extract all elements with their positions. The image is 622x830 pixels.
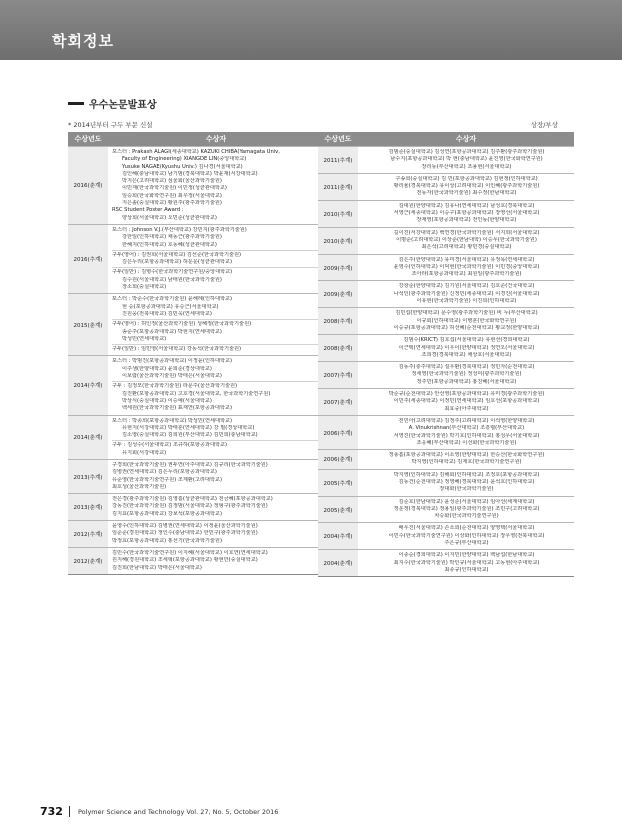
recipient-line: 임승희(한국화학연구원) 최우정(서울대학교) xyxy=(122,192,222,199)
award-year: 2016(춘계) xyxy=(68,147,108,224)
recipient-line: 구두 : 김정모(한국과학기술원) 라문주(울산과학기술원) xyxy=(112,383,238,390)
award-recipients xyxy=(358,450,574,469)
table-row xyxy=(68,520,324,547)
recipient-line: 현 승(포항공과대학교) 유승근(서울대학교) xyxy=(122,303,219,310)
award-recipients xyxy=(358,416,574,449)
recipient-group xyxy=(112,358,321,380)
recipient-line: 김진희(한남대학교) 박태은(서울대학교) xyxy=(112,564,202,571)
award-recipients xyxy=(358,470,574,496)
recipient-line: 양상희(서울대학교) 오민준(성균관대학교) xyxy=(122,214,217,221)
recipient-group xyxy=(112,440,321,457)
recipient-group xyxy=(112,227,321,249)
table-row xyxy=(318,415,574,449)
recipient-line: 길이진(서강대학교) 백연경(한국과학기술원) 서지희(서울대학교) xyxy=(393,229,540,236)
note-right-text: 상장/부상 xyxy=(530,121,558,129)
award-year: 2008(추계) xyxy=(318,308,358,334)
recipient-line: 전민아(고려대학교) 김정주(고려대학교) 이석영(한양대학교) xyxy=(398,417,535,424)
recipient-line: 조응혜(부산대학교) 이선화(한국과학기술원) xyxy=(416,439,517,446)
recipient-line: 진원웅(전북대학교) 김민욱(연세대학교) xyxy=(122,310,212,317)
header-year: 수상년도 xyxy=(74,135,102,143)
table-row xyxy=(68,146,324,224)
recipient-line: 이보람(울산과학기술원) 박태은(서울대학교) xyxy=(122,373,222,380)
table-row xyxy=(318,388,574,415)
award-year: 2014(춘계) xyxy=(68,416,108,459)
recipient-line: 최호성(울산과학기술원) xyxy=(112,483,167,490)
recipient-line: 박준규(순천대학교) 안선영(포항공과대학교) 유미경(광주과학기술원) xyxy=(388,391,545,398)
table-row xyxy=(318,449,574,469)
award-recipients xyxy=(358,523,574,549)
recipient-line: 이민주(세종대학교) 이정민(연세대학교) 임호선(포항공과대학교) xyxy=(393,398,540,405)
award-year: 2012(추계) xyxy=(68,521,108,547)
table-row xyxy=(68,224,324,293)
recipient-line: 김은누리(포항공과대학교) 허운운(성균관대학교) xyxy=(122,259,232,266)
recipient-line: 최종규(인하대학교) xyxy=(444,566,489,573)
table-row xyxy=(318,334,574,361)
award-year: 2006(춘계) xyxy=(318,450,358,469)
award-year: 2011(춘계) xyxy=(318,174,358,200)
header-name: 수상자 xyxy=(455,135,477,143)
recipient-line: 박지영(인하대학교) 김해회(인하대학교) 조정호(포항공과대학교) xyxy=(393,471,540,478)
recipient-line: 전동자(한국과학기술원) 최수정(한남대학교) xyxy=(416,190,517,197)
recipient-line: 지은솔(숭실대학교) 황원주(광주과학기술원) xyxy=(122,200,222,207)
award-year: 2004(춘계) xyxy=(318,550,358,576)
award-recipients xyxy=(108,460,324,493)
note-text: * 2014년부터 구두 부문 신설 xyxy=(68,121,153,129)
recipient-line: 배우진(서울대학교) 손소희(순천대학교) 양영택(서울대학교) xyxy=(398,525,535,532)
header-year: 수상년도 xyxy=(324,135,352,143)
award-year: 2015(춘계) xyxy=(68,294,108,355)
award-year: 2009(춘계) xyxy=(318,281,358,307)
recipient-group xyxy=(112,250,321,267)
award-recipients xyxy=(358,308,574,334)
recipient-line: 남수지(포항공과대학교) 박 현(충남대학교) 윤진영(한국화학연구원) xyxy=(390,156,543,163)
recipient-line: 최효중(아주대학교) xyxy=(444,405,489,412)
recipient-line: 포스터 : Prakash ALAGI(세종대학교) KAZUKI CHIBA(Yamagata Univ, xyxy=(112,149,280,155)
table-row xyxy=(318,496,574,523)
table-row xyxy=(318,469,574,496)
recipient-line: A. Vinukrishnan(부산대학교) 조흥렬(부산대학교) xyxy=(408,425,525,432)
recipient-line: 김인혜(충남대학교) 남기범(경북대학교) 박윤재(서강대학교) xyxy=(122,170,258,177)
award-year: 2006(추계) xyxy=(318,416,358,449)
award-recipients xyxy=(358,362,574,388)
recipient-line: 김대원(한양대학교) 김유나(연세대학교) 남성호(경북대학교) xyxy=(398,202,535,209)
page-number: 732 xyxy=(40,805,63,818)
recipient-group xyxy=(112,462,321,491)
recipient-line: 조희경(경북대학교) 채상호(서울대학교) xyxy=(421,351,512,358)
award-recipients xyxy=(108,494,324,520)
recipient-line: 이종순(경희대학교) 이지민(한양대학교) 백남섭(한남대학교) xyxy=(398,552,535,559)
table-row xyxy=(318,254,574,281)
recipient-line: 유준영(한국과학기술연구원) 조계환(고려대학교) xyxy=(112,476,222,483)
award-recipients xyxy=(108,225,324,293)
recipient-line: 장소희(숭실대학교) xyxy=(122,284,167,291)
recipient-line: 포스터 : Johnson V.J.(부산대학교) 강민지(광주과학기술원) xyxy=(112,226,247,233)
award-year: 2010(춘계) xyxy=(318,228,358,254)
recipient-line: 백세원(한국과학기술원) 표재연(포항공과대학교) xyxy=(122,405,232,412)
recipient-line: 포스터 : 박준수(한국과학기술원) 윤해례(인하대학교) xyxy=(112,296,233,303)
recipient-line: 김민섭(한양대학교) 문수영(광주과학기술원) 비 누(부산대학교) xyxy=(395,310,538,317)
award-year: 2009(추계) xyxy=(318,255,358,281)
table-row xyxy=(318,307,574,334)
award-recipients xyxy=(108,147,324,224)
recipient-line: 강창준(한양대학교) 김기원(서울대학교) 김호준(건국대학교) xyxy=(398,283,535,290)
table-row xyxy=(318,549,574,576)
recipient-line: 강동진(한국과학기술원) 김정범(서울대학교) 정형구(광주과학기술원) xyxy=(112,503,268,510)
recipient-group xyxy=(112,149,321,222)
award-year: 2014(추계) xyxy=(68,356,108,414)
recipient-line: 구경희(한국과학기술원) 권두연(아주대학교) 김규리(한국과학기술원) xyxy=(112,461,268,468)
award-recipients xyxy=(108,521,324,547)
recipient-line: 황리율(경북대학교) 유이상(고려대학교) 이인혜(광주과학기술원) xyxy=(393,183,540,190)
award-year: 2011(추계) xyxy=(318,147,358,173)
recipient-line: 김동건(순천대학교) 정영혜(경북대학교) 윤석호(인하대학교) xyxy=(398,478,535,485)
recipient-line: 장리동(부산대학교) 조용현(서울대학교) xyxy=(421,163,512,170)
recipient-line: Faculty of Engineering) XIANGDE LIN(중앙대학교) xyxy=(122,156,247,163)
recipient-line: 차승화(한국과학기술연구원) xyxy=(434,513,499,520)
recipient-line: 최은석(고려대학교) 황민경(숭실대학교) xyxy=(421,244,512,251)
table-row xyxy=(318,361,574,388)
recipient-line: 구두(일반) : 임민영(서울대학교) 강동석(한국과학기술원) xyxy=(112,346,242,353)
recipient-line: 구송희(숭실대학교) 김 민(포항공과대학교) 김현정(인하대학교) xyxy=(395,175,538,182)
award-year: 2004(추계) xyxy=(318,523,358,549)
table-row xyxy=(318,146,574,173)
recipient-line: 정세영(한국과학기술원) 정성미(광주과학기술원) xyxy=(411,371,522,378)
award-table-left xyxy=(68,132,324,575)
award-recipients xyxy=(108,294,324,355)
recipient-line: 유현지(서강대학교) 박태훈(연세대학교) 강 필(경상대학교) xyxy=(122,424,255,431)
recipient-line: 구두(영어) : 허인정(울산과학기술원) 성혜정(한국과학기술원) xyxy=(112,321,252,328)
recipient-line: 이유현(한국과학기술원) 이진희(인하대학교) xyxy=(416,298,517,305)
award-year: 2007(춘계) xyxy=(318,389,358,415)
recipient-line: 전은경(광주과학기술원) 김영흠(성균관대학교) 전금혜(포항공과대학교) xyxy=(112,496,273,503)
recipient-line: 서영근(세종대학교) 이승구(포항공과대학교) 장영선(서울대학교) xyxy=(393,210,540,217)
table-row xyxy=(68,415,324,459)
recipient-line: 이규회(인하대학교) 이병훈(한국화학연구원) xyxy=(416,317,517,324)
header-banner xyxy=(0,0,622,60)
recipient-line: 박상식(숭실대학교) 이승예(서울대학교) xyxy=(122,397,212,404)
header-name: 수상자 xyxy=(205,135,227,143)
recipient-group xyxy=(112,496,321,518)
award-year: 2008(춘계) xyxy=(318,335,358,361)
award-recipients xyxy=(358,389,574,415)
section-heading xyxy=(68,96,157,111)
recipient-line: 나석인(광주과학기술원) 신정민(세종대학교) 이경진(서울대학교) xyxy=(393,290,540,297)
table-row xyxy=(318,522,574,549)
recipient-line: 서영진(한국과학기술원) 박기호(인하대학교) 홍성우(서울대학교) xyxy=(393,432,540,439)
header-title: 학회정보 xyxy=(52,32,114,50)
recipient-line: 이승규(포항공과대학교) 허선혜(순천대학교) 황교정(한양대학교) xyxy=(393,324,540,331)
award-table-right xyxy=(318,132,574,577)
recipient-group xyxy=(112,550,321,572)
section-bar-icon xyxy=(68,102,84,105)
award-recipients xyxy=(358,335,574,361)
award-recipients xyxy=(358,147,574,173)
award-year: 2005(춘계) xyxy=(318,497,358,523)
recipient-line: 김병권(연세대학교) 김은누리(포항공과대학교) xyxy=(112,469,217,476)
recipient-line: 김지효(포항공과대학교) 강보석(포항공과대학교) xyxy=(112,510,222,517)
award-recipients xyxy=(358,281,574,307)
recipient-line: 김동주(충주대학교) 설우환(경북대학교) 정민자(순천대학교) xyxy=(398,364,535,371)
recipient-group xyxy=(112,296,321,318)
recipient-line: 정운정(경북대학교) 정용일(광주과학기술원) 조민구(고려대학교) xyxy=(393,505,540,512)
recipient-line: 김수원(서울대학교) 남태원(한국과학기술원) xyxy=(122,276,222,283)
recipient-line: 유지회(서강대학교) xyxy=(122,449,167,456)
award-year: 2013(춘계) xyxy=(68,494,108,520)
recipient-line: 박지영(인하대학교) 김재호(한국과학기술연구원) xyxy=(411,459,522,466)
recipient-line: 구두(일반) : 김병수(한국과학기술연구원/중앙대학교) xyxy=(112,269,233,276)
table-row xyxy=(318,280,574,307)
recipient-line: 김진환(포항공과대학교) 고호경(서울대학교, 한국과학기술연구원) xyxy=(122,390,271,397)
award-recipients xyxy=(358,174,574,200)
recipient-line: 이주샘(한양대학교) 윤희준(경상대학교) xyxy=(122,365,212,372)
recipient-group xyxy=(112,344,321,353)
recipient-group xyxy=(112,267,321,291)
recipient-line: 이민수(한국과학기술연구원) 이상화(인하대학교) 장우영(전북대학교) xyxy=(388,532,545,539)
recipient-line: 정풍흠(포항공과대학교) 이소영(한양대학교) 한승산(한국화학연구원) xyxy=(388,452,545,459)
recipient-line: 강한일(인하대학교) 채동근(광주과학기술원) xyxy=(122,234,222,241)
award-recipients xyxy=(358,255,574,281)
table-row xyxy=(68,493,324,520)
table-row xyxy=(68,459,324,493)
table-row xyxy=(68,355,324,414)
award-recipients xyxy=(108,416,324,459)
footer-divider xyxy=(69,806,70,817)
table-header xyxy=(68,132,324,146)
recipient-line: 장재영(포항공과대학교) 전인동(한양대학교) xyxy=(416,217,517,224)
recipient-line: 박성민(연세대학교) xyxy=(122,335,167,342)
recipient-line: 김준호(한남대학교) 윤성준(서울대학교) 임아선(세계대학교) xyxy=(398,498,535,505)
recipient-line: 이민재(한국과학기술원) 이민정(성균관대학교) xyxy=(122,185,227,192)
recipient-line: 정주민(포항공과대학교) 홍진혜(서울대학교) xyxy=(416,378,517,385)
recipient-line: 이명준(고려대학교) 이상준(한남대학) 이승우(한국과학기술원) xyxy=(396,236,537,243)
recipient-group xyxy=(112,418,321,440)
award-recipients xyxy=(358,550,574,576)
award-recipients xyxy=(358,497,574,523)
recipient-line: 주은규(부산대학교) xyxy=(444,540,489,547)
table-row xyxy=(68,293,324,355)
award-recipients xyxy=(358,228,574,254)
award-year: 2005(추계) xyxy=(318,470,358,496)
award-recipients xyxy=(358,201,574,227)
table-row xyxy=(318,173,574,200)
recipient-line: 조아라(포항공과대학교) 최원일(광주과학기술원) xyxy=(411,271,522,278)
recipient-line: 김범준(숭실대학교) 김성연(포항공과대학교) 김주환(광주과학기술원) xyxy=(388,149,545,155)
recipient-group xyxy=(112,319,321,343)
recipient-line: 구두 : 김성수(서울대학교) 조규하(포항공과대학교) xyxy=(112,442,228,449)
recipient-line: 윤영수(인하대학교) 김병권(연세대학교) 이정윤(울산과학기술원) xyxy=(112,523,258,530)
recipient-line: 포스터 : 박종희(포항공과대학교) 박성민(연세대학교) xyxy=(112,417,233,424)
recipient-group xyxy=(112,523,321,545)
recipient-line: Yusuke NAGAE(Kyushu Univ.) 김나경(서울대학교) xyxy=(122,163,243,170)
recipient-line: 박정효(포항공과대학교) 홍선기(한국과학기술원) xyxy=(112,537,222,544)
recipient-line: 박지은(고려대학교) 심울회(울산과학기술원) xyxy=(122,178,222,185)
recipient-line: 김은주(한양대학교) 유미경(서울대학교) 유정목(연세대학교) xyxy=(398,256,535,263)
recipient-group xyxy=(112,381,321,412)
journal-info: Polymer Science and Technology Vol. 27, No. 5, October 2016 xyxy=(77,807,279,816)
recipient-line: 이근택(연세대학교) 이우이(한양대학교) 정연오(서울대학교) xyxy=(398,344,535,351)
award-year: 2010(추계) xyxy=(318,201,358,227)
table-row xyxy=(68,547,324,574)
recipient-line: RSC Student Poster Award : xyxy=(112,207,184,214)
recipient-line: 김소영(숭실대학교) 김희원(부산대학교) 김민희(충남대학교) xyxy=(122,432,258,439)
recipient-line: 송준주(포항공과대학교) 박현지(연세대학교) xyxy=(122,328,222,335)
recipient-line: 김범수(KRICT) 김호섭(서울대학교) 유현선(경희대학교) xyxy=(403,337,530,344)
recipient-line: 임준준(경원대학교) 정인수(충남대학교) 한민구(광주과학기술원) xyxy=(112,530,258,537)
table-row xyxy=(318,200,574,227)
award-recipients xyxy=(108,548,324,574)
award-year: 2013(추계) xyxy=(68,460,108,493)
recipient-line: 최지수(한국과학기술원) 박인규(서울대학교) 고동현(아주대학교) xyxy=(393,559,540,566)
recipient-line: 김민수(한국과학기술연구원) 이지혜(서울대학교) 이호연(연세대학교) xyxy=(112,549,268,556)
award-recipients xyxy=(108,356,324,414)
recipient-line: 장대화(한국과학기술원) xyxy=(439,486,494,493)
recipient-line: 윤영수(인하대학교) 이덕현(한국과학기술원) 이민경(중앙대학교) xyxy=(393,263,540,270)
award-year: 2016(추계) xyxy=(68,225,108,293)
table-header xyxy=(318,132,574,146)
recipient-line: 원지혜(경원대학교) 조세혁(포항공과대학교) 황현만(숭실대학교) xyxy=(112,557,258,564)
page-footer xyxy=(40,805,278,818)
recipient-line: 구두(영어) : 김권희(서울대학교) 김선준(한국과학기술원) xyxy=(112,251,242,258)
recipient-line: 한혜지(인하대학교) 호동혜(성균관대학교) xyxy=(122,241,217,248)
award-year: 2012(춘계) xyxy=(68,548,108,574)
award-year: 2007(추계) xyxy=(318,362,358,388)
table-row xyxy=(318,227,574,254)
recipient-line: 포스터 : 박범진(포항공과대학교) 이정윤(인하대학교) xyxy=(112,358,233,365)
section-title: 우수논문발표상 xyxy=(89,100,157,111)
